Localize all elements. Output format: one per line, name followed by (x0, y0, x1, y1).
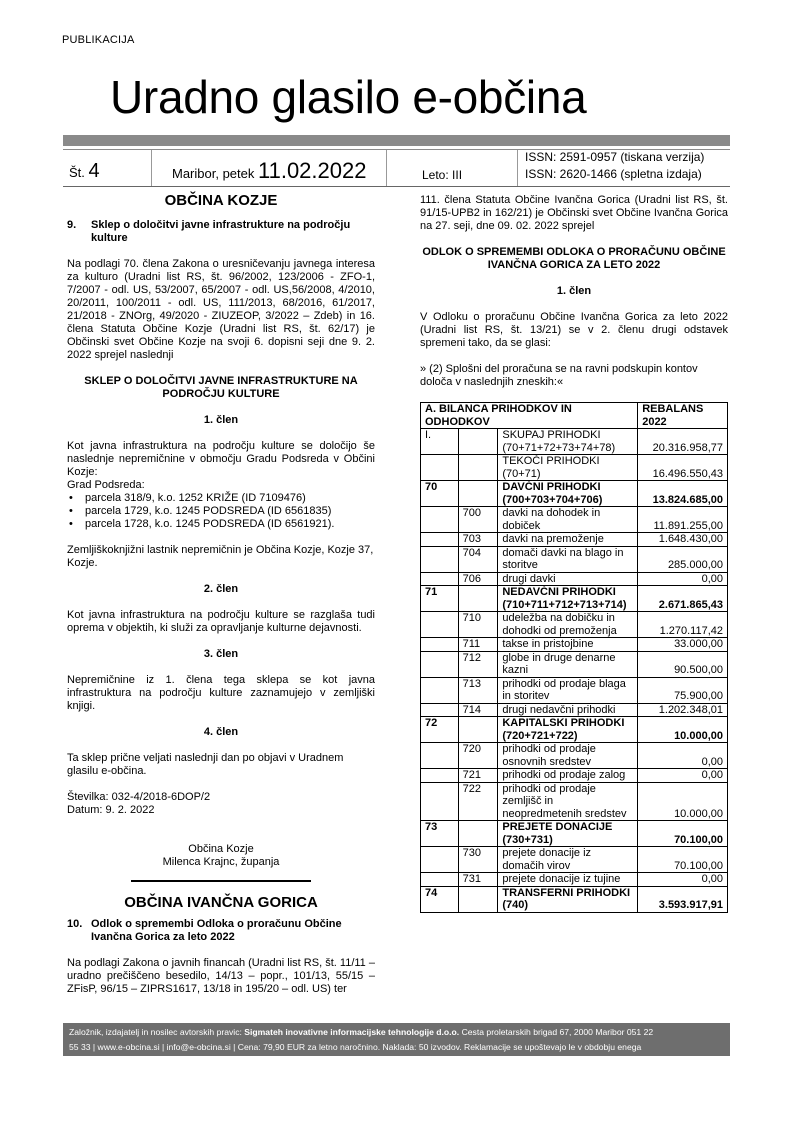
table-cell-value: 70.100,00 (638, 821, 728, 847)
table-cell: 721 (458, 769, 498, 783)
table-row (421, 546, 728, 572)
quote-text: » (2) Splošni del proračuna se na ravni podskupin kontov določa v naslednjih zneskih:« (420, 363, 698, 388)
table-cell (421, 743, 459, 769)
item-number: 10. (67, 918, 83, 930)
table-cell: 700 (458, 507, 498, 533)
masthead-title: Uradno glasilo e-občina (110, 71, 587, 123)
list-item: • parcela 1728, k.o. 1245 PODSREDA (ID 6561921). (67, 518, 375, 531)
table-cell (421, 507, 459, 533)
table-cell: 714 (458, 703, 498, 717)
table-cell: prihodki od prodaje blaga in storitev (498, 677, 638, 703)
table-row (421, 821, 728, 847)
table-cell: udeležba na dobičku in dohodki od premoženja (498, 612, 638, 638)
clen-heading: 2. člen (203, 583, 239, 595)
table-cell (421, 769, 459, 783)
clen-heading: 3. člen (203, 648, 239, 660)
table-cell: 712 (458, 651, 498, 677)
item-number: 9. (67, 219, 77, 231)
table-cell: 70 (421, 481, 459, 507)
table-row (421, 572, 728, 586)
table-cell: drugi davki (498, 572, 638, 586)
ivancna-intro: Na podlagi Zakona o javnih financah (Uradni list RS, št. 11/11 – uradno prečiščeno besedilo, 14/13 – popr., 101/13, 55/15 – ZFisP, 96/15 – ZIPRS1617, 13/18 in 195/20 – odl. US) ter (67, 957, 375, 995)
issue-year: Leto: III (422, 168, 463, 182)
clen-heading: 1. člen (203, 414, 239, 426)
table-row (421, 677, 728, 703)
table-cell-value: 2.671.865,43 (638, 586, 728, 612)
table-cell-value: 11.891.255,00 (638, 507, 728, 533)
table-cell: domači davki na blago in storitve (498, 546, 638, 572)
clen-text: V Odloku o proračunu Občine Ivančna Gorica za leto 2022 (Uradni list RS, št. 13/21) se v 2. členu drugi odstavek spremeni tako, da se glasi: (420, 311, 728, 349)
issue-date-value: 11.02.2022 (258, 158, 367, 183)
table-cell (458, 429, 498, 455)
table-cell-value: 10.000,00 (638, 782, 728, 821)
table-row (421, 703, 728, 717)
table-row (421, 455, 728, 481)
footer (63, 1023, 730, 1056)
table-cell (458, 821, 498, 847)
table-cell: drugi nedavčni prihodki (498, 703, 638, 717)
issn-online: ISSN: 2620-1466 (spletna izdaja) (525, 167, 702, 181)
table-cell: globe in druge denarne kazni (498, 651, 638, 677)
header-rule (63, 186, 730, 187)
issue-st-label: Št. (69, 165, 85, 180)
table-header-cell: A. BILANCA PRIHODKOV IN ODHODKOV (421, 403, 638, 429)
item-9-header (67, 219, 375, 245)
table-cell: prihodki od prodaje zemljišč in neopredmetenih sredstev (498, 782, 638, 821)
table-cell-value: 75.900,00 (638, 677, 728, 703)
table-cell: 731 (458, 873, 498, 887)
table-cell (458, 481, 498, 507)
table-cell: prihodki od prodaje osnovnih sredstev (498, 743, 638, 769)
table-cell: 72 (421, 717, 459, 743)
table-cell: 710 (458, 612, 498, 638)
table-cell (458, 455, 498, 481)
municipality-title-kozje: OBČINA KOZJE (164, 192, 278, 209)
signature-org: Občina Kozje (188, 843, 254, 855)
table-cell-value: 20.316.958,77 (638, 429, 728, 455)
budget-table (420, 402, 728, 913)
clen-heading: 4. člen (203, 726, 239, 738)
document-date: Datum: 9. 2. 2022 (67, 804, 155, 816)
item-title: Odlok o spremembi Odloka o proračunu Občine Ivančna Gorica za leto 2022 (91, 918, 342, 943)
table-cell: 711 (458, 638, 498, 652)
header-divider (517, 150, 518, 186)
table-cell: NEDAVČNI PRIHODKI (710+711+712+713+714) (498, 586, 638, 612)
issue-number (69, 160, 100, 183)
table-row (421, 638, 728, 652)
table-cell: prejete donacije iz domačih virov (498, 847, 638, 873)
table-cell-value: 1.648.430,00 (638, 533, 728, 547)
table-cell-value: 0,00 (638, 873, 728, 887)
table-cell (421, 703, 459, 717)
table-cell (421, 847, 459, 873)
table-cell-value: 3.593.917,91 (638, 886, 728, 912)
table-cell: 71 (421, 586, 459, 612)
signature-name: Milenca Krajnc, županja (162, 856, 280, 868)
issue-place-day: Maribor, petek (172, 166, 255, 181)
section-separator (131, 880, 311, 882)
table-cell-value: 70.100,00 (638, 847, 728, 873)
table-cell: 73 (421, 821, 459, 847)
masthead-bar (63, 135, 730, 146)
table-row (421, 717, 728, 743)
header-divider (151, 150, 152, 186)
table-cell: prihodki od prodaje zalog (498, 769, 638, 783)
table-cell: DAVČNI PRIHODKI (700+703+704+706) (498, 481, 638, 507)
table-cell: 720 (458, 743, 498, 769)
table-row (421, 586, 728, 612)
left-column (67, 194, 375, 996)
clen-heading: 1. člen (556, 285, 592, 297)
table-cell (421, 873, 459, 887)
table-cell (421, 651, 459, 677)
issue-number-value: 4 (88, 160, 100, 182)
table-row (421, 507, 728, 533)
footer-line-1 (69, 1025, 724, 1040)
table-cell: 706 (458, 572, 498, 586)
table-header-cell: REBALANS 2022 (638, 403, 728, 429)
table-cell-value: 1.270.117,42 (638, 612, 728, 638)
table-cell: 722 (458, 782, 498, 821)
table-cell: takse in pristojbine (498, 638, 638, 652)
table-cell (458, 886, 498, 912)
kozje-intro: Na podlagi 70. člena Zakona o uresničevanju javnega interesa za kulturo (Uradni list RS, št. 96/2002, 123/2006 - ZFO-1, 7/2007 - odl. US, 53/2007, 65/2007 - odl. US,56/2008, 4/2010, 20/2011, 100/2011 - odl. US, 111/2013, 68/2016, 61/2017, 21/2018 - ZNOrg, 49/2020 - ZIUZEOP, 3/2022 – Zdeb) in 16. člena Statuta Občine Kozje (Uradni list RS, št. 62/17) je Občinski svet Občine Kozje na svoji 6. dopisni seji dne 9. 2. 2022 sprejel naslednji (67, 258, 375, 361)
table-cell (421, 612, 459, 638)
table-cell: 74 (421, 886, 459, 912)
item-10-header (67, 918, 375, 944)
clen-text: Kot javna infrastruktura na področju kulture se določijo še naslednje nepremičnine v območju Gradu Podsreda v Občini Kozje: (67, 440, 375, 478)
table-cell: 703 (458, 533, 498, 547)
table-cell (421, 782, 459, 821)
item-title: Sklep o določitvi javne infrastrukture na področju kulture (91, 219, 351, 244)
table-cell: SKUPAJ PRIHODKI (70+71+72+73+74+78) (498, 429, 638, 455)
footer-line-2: 55 33 | www.e-obcina.si | info@e-obcina.si | Cena: 79,90 EUR za letno naročnino. Naklada: 50 izvodov. Reklamacije se upoštevajo le v obdobju enega (69, 1042, 642, 1052)
publication-label: PUBLIKACIJA (62, 34, 135, 46)
table-cell-value: 0,00 (638, 769, 728, 783)
table-cell: davki na dohodek in dobiček (498, 507, 638, 533)
table-cell: 730 (458, 847, 498, 873)
table-cell: 713 (458, 677, 498, 703)
table-cell-value: 0,00 (638, 572, 728, 586)
table-cell-value: 90.500,00 (638, 651, 728, 677)
table-row (421, 429, 728, 455)
odlok-title: ODLOK O SPREMEMBI ODLOKA O PRORAČUNU OBČINE IVANČNA GORICA ZA LETO 2022 (422, 246, 726, 271)
owner-text: Zemljiškoknjižni lastnik nepremičnin je Občina Kozje, Kozje 37, Kozje. (67, 544, 374, 569)
grad-label: Grad Podsreda: (67, 479, 145, 491)
right-column (420, 194, 728, 913)
table-cell: KAPITALSKI PRIHODKI (720+721+722) (498, 717, 638, 743)
issue-date (172, 158, 366, 184)
table-cell (421, 546, 459, 572)
list-item: • parcela 1729, k.o. 1245 PODSREDA (ID 6561835) (67, 505, 375, 518)
table-cell: TRANSFERNI PRIHODKI (740) (498, 886, 638, 912)
parcel-list (67, 492, 375, 531)
table-row (421, 481, 728, 507)
table-cell (421, 572, 459, 586)
table-row (421, 769, 728, 783)
table-cell (458, 717, 498, 743)
table-cell: PREJETE DONACIJE (730+731) (498, 821, 638, 847)
sklep-title: SKLEP O DOLOČITVI JAVNE INFRASTRUKTURE NA PODROČJU KULTURE (84, 375, 358, 400)
table-cell-value: 33.000,00 (638, 638, 728, 652)
issn-print: ISSN: 2591-0957 (tiskana verzija) (525, 150, 705, 164)
municipality-title-ivancna: OBČINA IVANČNA GORICA (124, 894, 318, 911)
document-number: Številka: 032-4/2018-6DOP/2 (67, 791, 211, 803)
table-cell-value: 13.824.685,00 (638, 481, 728, 507)
table-cell (421, 677, 459, 703)
table-cell: I. (421, 429, 459, 455)
table-cell (421, 533, 459, 547)
table-cell (458, 586, 498, 612)
table-cell: davki na premoženje (498, 533, 638, 547)
clen-text: Nepremičnine iz 1. člena tega sklepa se kot javna infrastruktura na področju kulture zaznamujejo v zemljiški knjigi. (67, 674, 375, 712)
footer-publisher-name: Sigmateh inovativne informacijske tehnologije d.o.o. (244, 1027, 460, 1037)
table-cell: 704 (458, 546, 498, 572)
table-header-row (421, 403, 728, 429)
table-cell-value: 10.000,00 (638, 717, 728, 743)
table-row (421, 886, 728, 912)
budget-table-body (421, 429, 728, 913)
table-cell: TEKOČI PRIHODKI (70+71) (498, 455, 638, 481)
table-row (421, 782, 728, 821)
clen-text: Ta sklep prične veljati naslednji dan po objavi v Uradnem glasilu e-občina. (67, 752, 344, 777)
table-row (421, 847, 728, 873)
header-divider (386, 150, 387, 186)
table-row (421, 612, 728, 638)
clen-text: Kot javna infrastruktura na področju kulture se razglaša tudi oprema v objektih, ki služi za opravljanje kulturne dejavnosti. (67, 609, 375, 634)
table-cell-value: 16.496.550,43 (638, 455, 728, 481)
table-cell (421, 455, 459, 481)
list-item: • parcela 318/9, k.o. 1252 KRIŽE (ID 7109476) (67, 492, 375, 505)
footer-address: Cesta proletarskih brigad 67, 2000 Maribor 051 22 (459, 1027, 654, 1037)
footer-publisher-label: Založnik, izdajatelj in nosilec avtorskih pravic: (69, 1027, 245, 1037)
table-cell-value: 1.202.348,01 (638, 703, 728, 717)
table-row (421, 743, 728, 769)
table-cell-value: 0,00 (638, 743, 728, 769)
table-cell (421, 638, 459, 652)
table-row (421, 651, 728, 677)
table-cell: prejete donacije iz tujine (498, 873, 638, 887)
table-row (421, 873, 728, 887)
table-row (421, 533, 728, 547)
table-cell-value: 285.000,00 (638, 546, 728, 572)
ivancna-intro-cont: 111. člena Statuta Občine Ivančna Gorica (Uradni list RS, št. 91/15-UPB2 in 162/21) je Občinski svet Občine Ivančna Gorica na 27. seji, dne 09. 02. 2022 sprejel (420, 194, 728, 232)
